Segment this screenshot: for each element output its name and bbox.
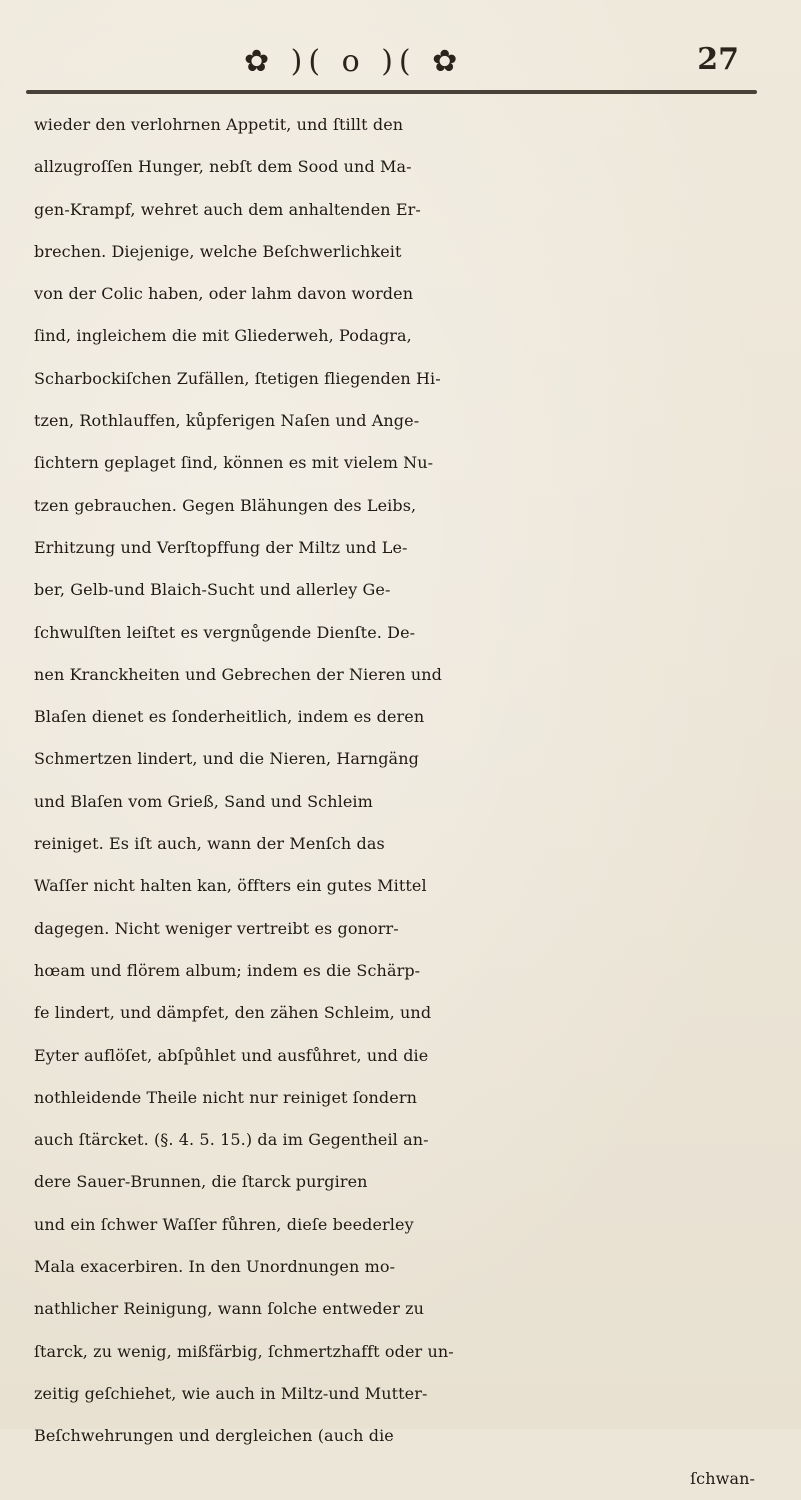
text-line: dagegen. Nicht weniger vertreibt es gonorr-	[34, 918, 399, 938]
text-line: auch ſtärcket. (§. 4. 5. 15.) da im Gegentheil an-	[34, 1130, 429, 1150]
text-line: brechen. Diejenige, welche Beſchwerlichkeit	[34, 241, 402, 261]
text-line: ſind, ingleichem die mit Gliederweh, Podagra,	[34, 326, 412, 346]
text-line: Scharbockiſchen Zufällen, ſtetigen fliegenden Hi-	[34, 368, 441, 388]
text-line: von der Colic haben, oder lahm davon worden	[34, 284, 414, 304]
text-line: Beſchwehrungen und dergleichen (auch die	[34, 1426, 394, 1446]
text-line: hœam und flörem album; indem es die Schärp-	[34, 960, 421, 980]
text-line: Eyter auflöſet, abſpůhlet und ausfůhret, und die	[34, 1045, 429, 1065]
header-ornament: ✿ )( o )( ✿	[244, 44, 464, 79]
text-line: allzugroſſen Hunger, nebſt dem Sood und Ma-	[34, 157, 412, 177]
text-line: dere Sauer-Brunnen, die ſtarck purgiren	[34, 1172, 368, 1192]
text-line: nen Kranckheiten und Gebrechen der Nieren und	[34, 664, 443, 684]
text-line: ber, Gelb-und Blaich-Sucht und allerley Ge-	[34, 580, 391, 600]
text-line: tzen, Rothlauffen, kůpferigen Naſen und Ange-	[34, 411, 420, 431]
page-header	[16, 34, 767, 84]
text-line: fe lindert, und dämpfet, den zähen Schleim, und	[34, 1003, 432, 1023]
text-line: gen-Krampf, wehret auch dem anhaltenden Er-	[34, 199, 421, 219]
text-line: wieder den verlohrnen Appetit, und ſtillt den	[34, 115, 404, 134]
text-line: Erhitzung und Verſtopffung der Miltz und Le-	[34, 537, 408, 557]
body-text	[16, 104, 767, 1500]
text-line: und Blaſen vom Grieß, Sand und Schleim	[34, 791, 373, 811]
page-number: 27	[697, 42, 739, 77]
text-line: tzen gebrauchen. Gegen Blähungen des Leibs,	[34, 495, 417, 515]
text-line: Waſſer nicht halten kan, öffters ein gutes Mittel	[34, 876, 427, 896]
header-rule	[26, 90, 757, 94]
text-line: ſichtern geplaget ſind, können es mit vielem Nu-	[34, 453, 434, 473]
text-line: ſchwulſten leiſtet es vergnůgende Dienſte. De-	[34, 622, 416, 642]
text-line: zeitig geſchiehet, wie auch in Miltz-und Mutter-	[34, 1383, 428, 1403]
text-line: und ein ſchwer Waſſer fůhren, dieſe beederley	[34, 1214, 414, 1234]
text-line: reiniget. Es iſt auch, wann der Menſch das	[34, 834, 385, 854]
text-line: nothleidende Theile nicht nur reiniget ſondern	[34, 1087, 417, 1107]
text-line: Blaſen dienet es ſonderheitlich, indem es deren	[34, 707, 425, 727]
text-line: Mala exacerbiren. In den Unordnungen mo-	[34, 1257, 396, 1277]
text-line: ſtarck, zu wenig, mißfärbig, ſchmertzhafft oder un-	[34, 1341, 454, 1361]
text-line: nathlicher Reinigung, wann ſolche entweder zu	[34, 1299, 425, 1319]
text-line: Schmertzen lindert, und die Nieren, Harngäng	[34, 749, 419, 769]
catchword: ſchwan-	[690, 1468, 755, 1488]
